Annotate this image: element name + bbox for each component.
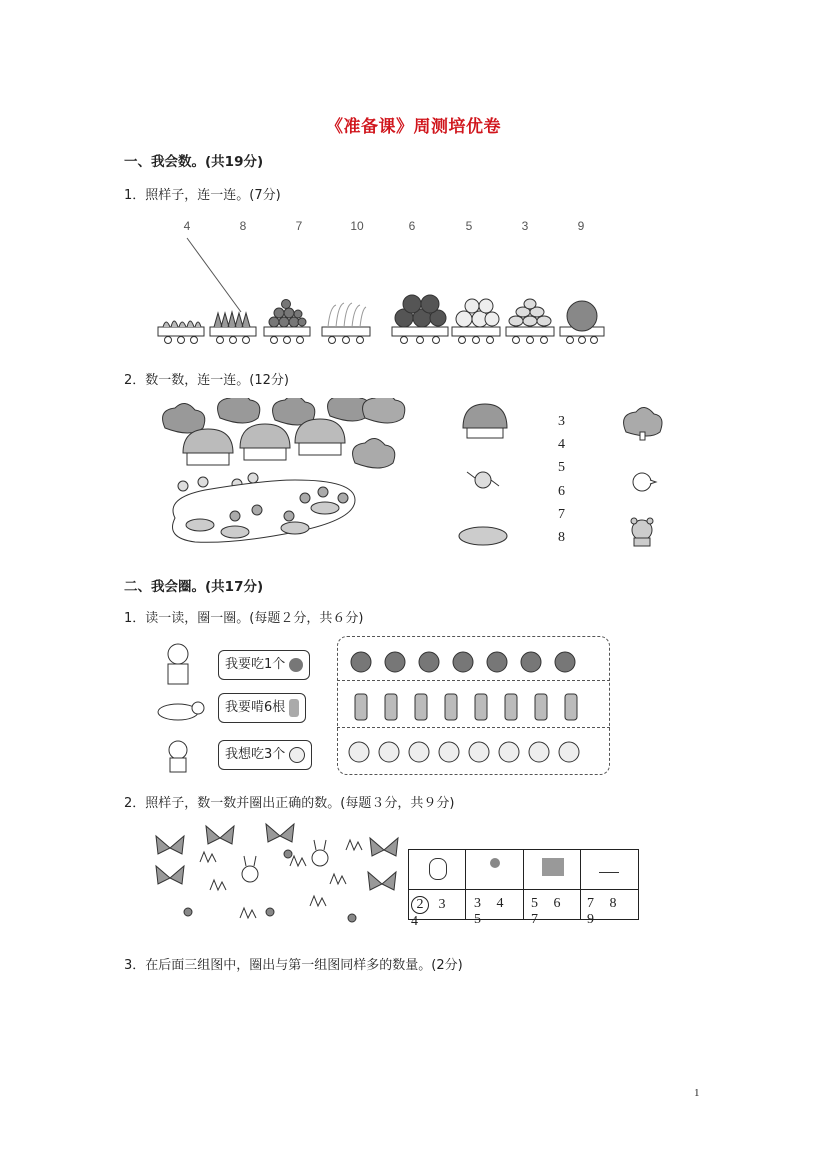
hut-icon: [463, 404, 507, 438]
matching-left-icons: [455, 402, 515, 552]
match-number: 4: [558, 437, 565, 452]
section2-q1-text: 1．读一读，圈一圈。(每题２分，共６分): [124, 611, 364, 626]
section1-heading: 一、我会数。(共19分): [124, 154, 264, 170]
section2-q2-text: 2．照样子，数一数并圈出正确的数。(每题３分，共９分): [124, 796, 455, 811]
fruit-cart-icon: [158, 321, 204, 344]
answer-options[interactable]: 7 8 9: [587, 896, 623, 927]
count-number: 9: [577, 219, 585, 233]
match-number: 7: [558, 507, 565, 522]
rabbit-icon: [242, 856, 258, 882]
butterfly-icon: [266, 824, 294, 842]
speech-bubble: [218, 740, 312, 770]
butterfly-icon: [156, 866, 184, 884]
table-column: [581, 850, 638, 927]
grass-icon: [599, 862, 619, 873]
table-column: [409, 850, 466, 929]
apple-row: [351, 652, 575, 672]
bird-icon: [467, 472, 499, 488]
butterfly-icon: [542, 858, 564, 876]
section2-heading: 二、我会圈。(共17分): [124, 579, 264, 595]
butterfly-icon: [368, 872, 396, 890]
forest-scene-illustration: [155, 398, 417, 553]
fruit-cart-icon: [322, 303, 370, 344]
count-number: 5: [465, 219, 473, 233]
flower-icon: [184, 850, 356, 922]
count-number: 3: [521, 219, 529, 233]
characters-illustration: [152, 640, 212, 775]
count-number: 10: [350, 219, 364, 233]
count-number: 7: [295, 219, 303, 233]
scatter-scene-illustration: [150, 822, 400, 937]
bone-icon: [289, 699, 299, 717]
section1-q2-text: 2．数一数，连一连。(12分): [124, 373, 289, 388]
section2-q3-text: 3．在后面三组图中，圈出与第一组图同样多的数量。(2分): [124, 958, 463, 973]
boy-icon: [168, 644, 188, 684]
monkey-icon: [169, 741, 187, 772]
bubble-text: 我想吃3个: [225, 747, 286, 762]
answer-table: [408, 849, 639, 929]
butterfly-icon: [370, 838, 398, 856]
butterfly-icon: [156, 836, 184, 854]
peach-row: [349, 742, 579, 762]
bear-icon: [631, 518, 653, 546]
lily-pad-icon: [459, 527, 507, 545]
flower-icon: [490, 858, 500, 868]
answer-options[interactable]: 5 6 7: [531, 896, 567, 927]
fruit-carts-illustration: [150, 228, 620, 353]
tree-icon: [624, 407, 662, 440]
fruit-cart-icon: [392, 295, 448, 344]
dog-icon: [158, 702, 204, 720]
count-number: 6: [408, 219, 416, 233]
peach-icon: [289, 747, 305, 763]
answer-options[interactable]: 3 4 5: [474, 896, 510, 927]
count-number: 8: [239, 219, 247, 233]
section1-q1-text: 1．照样子，连一连。(7分): [124, 188, 281, 203]
count-number: 4: [183, 219, 191, 233]
page-number: 1: [694, 1087, 700, 1099]
page-title: 《准备课》周测培优卷: [326, 117, 501, 137]
match-number: 5: [558, 460, 565, 475]
rabbit-icon: [312, 840, 328, 866]
match-number: 6: [558, 484, 565, 499]
fruit-cart-icon: [506, 299, 554, 344]
speech-bubble: [218, 693, 306, 723]
match-number: 8: [558, 530, 565, 545]
answer-options[interactable]: 3 4: [411, 897, 451, 929]
rabbit-icon: [429, 858, 447, 880]
circled-answer[interactable]: 2: [411, 896, 429, 914]
apple-icon: [289, 658, 303, 672]
grass-icon: [200, 840, 362, 918]
butterfly-icon: [206, 826, 234, 844]
speech-bubble: [218, 650, 310, 680]
fruit-cart-icon: [210, 312, 256, 344]
fruit-cart-icon: [264, 300, 310, 344]
table-column: [524, 850, 581, 927]
chick-icon: [633, 473, 656, 491]
fruit-cart-icon: [452, 299, 500, 344]
match-number: 3: [558, 414, 565, 429]
matching-right-icons: [620, 402, 666, 552]
bone-row: [355, 694, 577, 720]
bubble-text: 我要吃1个: [225, 657, 286, 672]
fruit-cart-icon: [560, 301, 604, 344]
table-column: [466, 850, 524, 927]
objects-rows-illustration: [345, 640, 607, 772]
bubble-text: 我要啃6根: [225, 700, 286, 715]
